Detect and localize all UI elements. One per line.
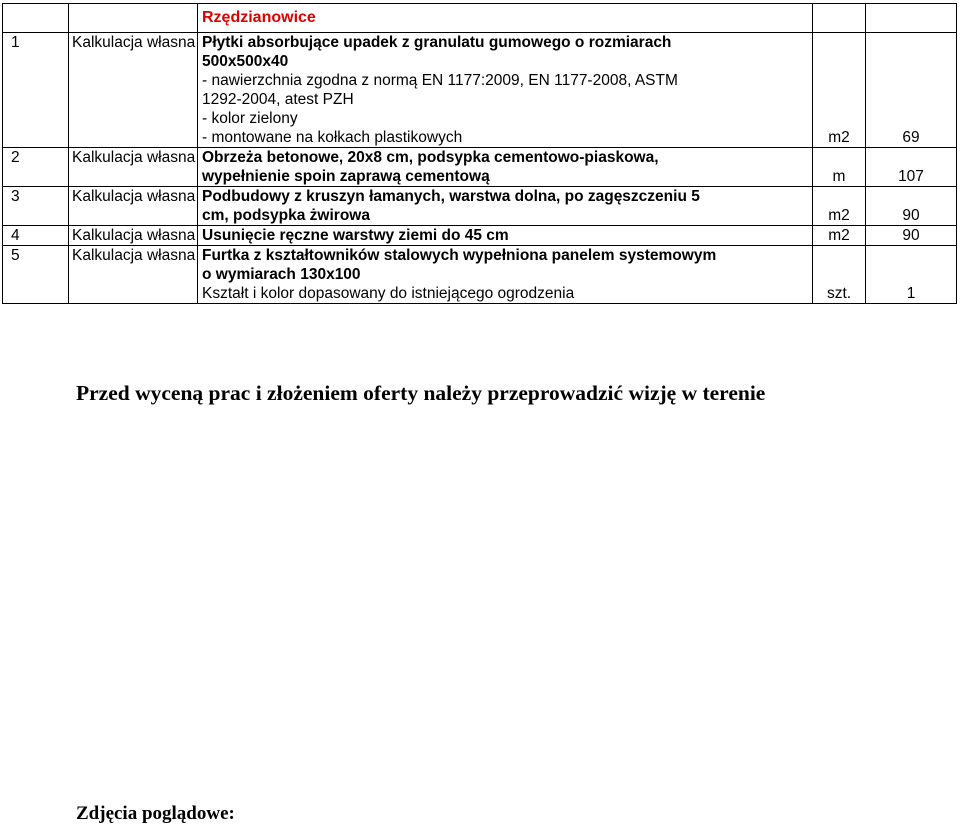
site-visit-note: Przed wyceną prac i złożeniem oferty należy przeprowadzić wizję w terenie <box>76 381 766 405</box>
description-line: - nawierzchnia zgodna z normą EN 1177:2009, EN 1177-2008, ASTM <box>202 72 678 89</box>
item-quantity: 69 <box>866 33 957 148</box>
item-unit: m2 <box>813 187 866 226</box>
description-line: - montowane na kołkach plastikowych <box>202 129 463 146</box>
item-unit: m <box>813 148 866 187</box>
description-line: Płytki absorbujące upadek z granulatu gumowego o rozmiarach <box>202 34 672 51</box>
description-line: - kolor zielony <box>202 110 298 127</box>
cost-table <box>2 3 957 304</box>
item-unit: m2 <box>813 33 866 148</box>
item-description <box>198 148 813 187</box>
price-source: Kalkulacja własna <box>69 246 198 304</box>
description-line: cm, podsypka żwirowa <box>202 207 370 224</box>
photos-heading: Zdjęcia poglądowe: <box>76 803 235 824</box>
item-quantity: 90 <box>866 226 957 246</box>
price-source: Kalkulacja własna <box>69 187 198 226</box>
table-row <box>3 148 957 187</box>
item-quantity: 107 <box>866 148 957 187</box>
item-number: 4 <box>3 226 69 246</box>
description-line: Kształt i kolor dopasowany do istniejącego ogrodzenia <box>202 285 575 302</box>
description-line: 500x500x40 <box>202 53 289 70</box>
item-number: 2 <box>3 148 69 187</box>
price-source: Kalkulacja własna <box>69 33 198 148</box>
item-quantity: 90 <box>866 187 957 226</box>
item-description <box>198 187 813 226</box>
description-line: Obrzeża betonowe, 20x8 cm, podsypka cementowo-piaskowa, <box>202 149 659 166</box>
table-row <box>3 33 957 148</box>
description-line: 1292-2004, atest PZH <box>202 91 354 108</box>
table-row <box>3 246 957 304</box>
item-number: 5 <box>3 246 69 304</box>
table-header-row <box>3 4 957 33</box>
description-line: wypełnienie spoin zaprawą cementową <box>202 168 490 185</box>
description-line: Podbudowy z kruszyn łamanych, warstwa dolna, po zagęszczeniu 5 <box>202 188 700 205</box>
table-row <box>3 226 957 246</box>
location-header: Rzędzianowice <box>202 9 316 26</box>
item-quantity: 1 <box>866 246 957 304</box>
item-unit: szt. <box>813 246 866 304</box>
price-source: Kalkulacja własna <box>69 226 198 246</box>
item-number: 3 <box>3 187 69 226</box>
price-source: Kalkulacja własna <box>69 148 198 187</box>
table-row <box>3 187 957 226</box>
item-description <box>198 226 813 246</box>
description-line: Furtka z kształtowników stalowych wypełniona panelem systemowym <box>202 247 717 264</box>
item-description <box>198 246 813 304</box>
item-number: 1 <box>3 33 69 148</box>
description-line: Usunięcie ręczne warstwy ziemi do 45 cm <box>202 227 509 244</box>
description-line: o wymiarach 130x100 <box>202 266 361 283</box>
item-unit: m2 <box>813 226 866 246</box>
item-description <box>198 33 813 148</box>
